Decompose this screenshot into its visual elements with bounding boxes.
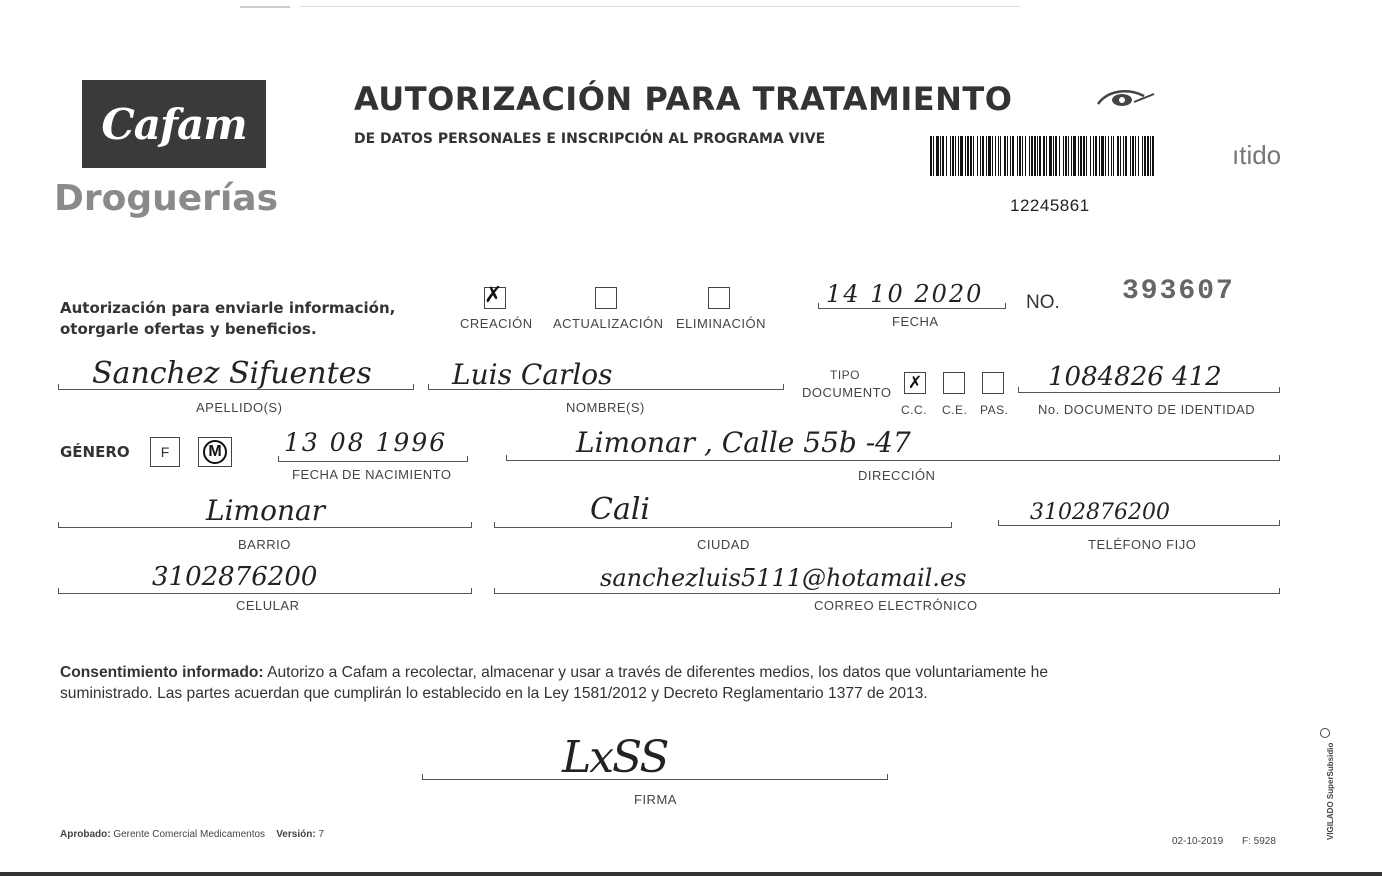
- fecha-label: FECHA: [892, 314, 939, 329]
- nacimiento-value: 13 08 1996: [284, 428, 448, 457]
- barcode-bar: [1147, 136, 1149, 176]
- intro-line-2: otorgarle ofertas y beneficios.: [60, 320, 317, 338]
- correo-label: CORREO ELECTRÓNICO: [814, 598, 978, 613]
- barcode-bar: [1046, 136, 1047, 176]
- barcode-bar: [1090, 136, 1091, 176]
- barcode: [930, 136, 1154, 180]
- barcode-bar: [1037, 136, 1038, 176]
- nombres-line: [428, 389, 784, 390]
- barcode-bar: [1073, 136, 1076, 176]
- barcode-bar: [1055, 136, 1057, 176]
- barcode-bar: [1138, 136, 1139, 176]
- barrio-label: BARRIO: [238, 537, 291, 552]
- barcode-bar: [992, 136, 993, 176]
- cc-label: C.C.: [901, 403, 927, 417]
- fecha-value: 14 10 2020: [826, 280, 984, 308]
- barcode-bar: [1049, 136, 1052, 176]
- barcode-bar: [1000, 136, 1001, 176]
- barcode-bar: [1132, 136, 1134, 176]
- telefono-label: TELÉFONO FIJO: [1088, 537, 1197, 552]
- page-subtitle: DE DATOS PERSONALES E INSCRIPCIÓN AL PROGRAMA VIVE: [354, 131, 826, 147]
- documento-label: No. DOCUMENTO DE IDENTIDAD: [1038, 402, 1256, 417]
- eliminacion-label: ELIMINACIÓN: [676, 316, 767, 331]
- barcode-bar: [977, 136, 978, 176]
- barcode-bar: [1150, 136, 1151, 176]
- barcode-bar: [942, 136, 944, 176]
- barcode-bar: [1108, 136, 1109, 176]
- barcode-bar: [1031, 136, 1033, 176]
- version-label: Versión:: [276, 829, 316, 840]
- genero-m-label: M: [203, 440, 227, 464]
- bottom-scan-line: [0, 872, 1382, 876]
- celular-line: [58, 593, 472, 594]
- barcode-bar: [1004, 136, 1006, 176]
- barcode-bar: [1022, 136, 1023, 176]
- barcode-bar: [952, 136, 954, 176]
- numero-label: NO.: [1026, 292, 1060, 313]
- barcode-bar: [1063, 136, 1064, 176]
- barcode-bar: [1012, 136, 1014, 176]
- barcode-bar: [1019, 136, 1021, 176]
- barcode-bar: [1123, 136, 1124, 176]
- barcode-bar: [1120, 136, 1121, 176]
- creacion-check-mark: ✗: [484, 283, 503, 308]
- aprobado-value: Gerente Comercial Medicamentos: [113, 829, 266, 840]
- barrio-line: [58, 527, 472, 528]
- barcode-bar: [1135, 136, 1136, 176]
- barcode-bar: [1099, 136, 1100, 176]
- apellidos-value: Sanchez Sifuentes: [92, 356, 372, 391]
- eliminacion-checkbox[interactable]: [708, 287, 730, 309]
- barrio-value: Limonar: [206, 494, 326, 527]
- consent-bold: Consentimiento informado:: [60, 664, 264, 681]
- apellidos-label: APELLIDO(S): [196, 400, 283, 415]
- celular-label: CELULAR: [236, 598, 300, 613]
- direccion-label: DIRECCIÓN: [858, 468, 936, 483]
- apellidos-line: [58, 389, 414, 390]
- direccion-value: Limonar , Calle 55b -47: [576, 426, 911, 459]
- barcode-bar: [1152, 136, 1154, 176]
- consent-line-2: suministrado. Las partes acuerdan que cumplirán lo establecido en la Ley 1581/2012 y Decreto Reglamentario 1377 de 2013.: [60, 685, 928, 702]
- tipo-label: TIPO: [830, 368, 861, 382]
- top-scan-mark: [240, 6, 290, 8]
- documento-value: 1084826 412: [1048, 362, 1222, 392]
- ciudad-value: Cali: [590, 492, 651, 527]
- barcode-bar: [995, 136, 996, 176]
- ciudad-line: [494, 527, 952, 528]
- barcode-bar: [950, 136, 951, 176]
- intro-line-1: Autorización para enviarle información,: [60, 299, 396, 317]
- barcode-bar: [1101, 136, 1104, 176]
- correo-value: sanchezluis5111@hotamail.es: [600, 564, 967, 592]
- consent-line-1: [60, 662, 1290, 683]
- barcode-bar: [1078, 136, 1079, 176]
- barcode-bar: [1095, 136, 1097, 176]
- ce-checkbox[interactable]: [943, 372, 965, 394]
- barcode-bar: [1093, 136, 1094, 176]
- actualizacion-checkbox[interactable]: [595, 287, 617, 309]
- pas-checkbox[interactable]: [982, 372, 1004, 394]
- barcode-bar: [1080, 136, 1082, 176]
- barcode-number: 12245861: [1010, 196, 1090, 215]
- vigilado-icon: [1320, 728, 1330, 738]
- firma-label: FIRMA: [634, 792, 677, 807]
- barcode-bar: [1034, 136, 1036, 176]
- barcode-bar: [986, 136, 987, 176]
- documento-type-label: DOCUMENTO: [802, 385, 892, 400]
- documento-line: [1018, 392, 1280, 393]
- footer-date: 02-10-2019: [1172, 836, 1224, 847]
- barcode-bar: [988, 136, 991, 176]
- nacimiento-label: FECHA DE NACIMIENTO: [292, 467, 452, 482]
- barcode-bar: [1017, 136, 1018, 176]
- barcode-bar: [1029, 136, 1030, 176]
- brand-droguerias: Droguerías: [54, 178, 278, 219]
- barcode-bar: [958, 136, 959, 176]
- barcode-bar: [1007, 136, 1008, 176]
- genero-label: GÉNERO: [60, 443, 130, 461]
- footer-aprobado: [60, 829, 324, 840]
- genero-f-label: F: [160, 444, 170, 460]
- barcode-bar: [1071, 136, 1072, 176]
- barcode-bar: [1059, 136, 1060, 176]
- barcode-bar: [1043, 136, 1045, 176]
- barcode-bar: [1086, 136, 1087, 176]
- ciudad-label: CIUDAD: [697, 537, 750, 552]
- consent-paragraph: [60, 662, 1290, 704]
- barcode-bar: [1039, 136, 1041, 176]
- barcode-bar: [930, 136, 932, 176]
- cc-check-mark: ✗: [908, 373, 923, 393]
- celular-value: 3102876200: [152, 562, 318, 592]
- barcode-bar: [936, 136, 939, 176]
- top-scan-line: [300, 6, 1020, 7]
- barcode-bar: [933, 136, 934, 176]
- direccion-line: [506, 460, 1280, 461]
- barcode-bar: [1053, 136, 1054, 176]
- barcode-bar: [980, 136, 981, 176]
- barcode-bar: [982, 136, 984, 176]
- barcode-bar: [998, 136, 999, 176]
- version-value: 7: [318, 829, 324, 840]
- barcode-bar: [1111, 136, 1112, 176]
- page-title: [354, 80, 1016, 120]
- barcode-bar: [960, 136, 963, 176]
- numero-value: 393607: [1122, 276, 1235, 307]
- barcode-bar: [1065, 136, 1067, 176]
- genero-m-box[interactable]: [198, 437, 232, 467]
- consent-text-1: Autorizo a Cafam a recolectar, almacenar y usar a través de diferentes medios, los datos que voluntariamente he: [263, 664, 1049, 681]
- logo-text: Cafam: [101, 99, 247, 149]
- nombres-label: NOMBRE(S): [566, 400, 645, 415]
- barcode-bar: [1068, 136, 1069, 176]
- cafam-logo: [82, 80, 266, 168]
- barcode-bar: [967, 136, 969, 176]
- ce-label: C.E.: [942, 403, 968, 417]
- barcode-bar: [973, 136, 974, 176]
- barcode-bar: [1113, 136, 1114, 176]
- side-cut-text: ıtido: [1232, 140, 1282, 170]
- pas-label: PAS.: [980, 403, 1009, 417]
- barcode-bar: [946, 136, 947, 176]
- vigilado-vertical-text: VIGILADO SuperSubsidio: [1326, 742, 1335, 840]
- creacion-label: CREACIÓN: [460, 316, 533, 331]
- barcode-bar: [970, 136, 972, 176]
- aprobado-label: Aprobado:: [60, 829, 111, 840]
- correo-line: [494, 593, 1280, 594]
- signature: LxSS: [562, 732, 668, 783]
- barcode-bar: [1125, 136, 1127, 176]
- firma-line: [422, 779, 888, 780]
- barcode-bar: [955, 136, 956, 176]
- telefono-value: 3102876200: [1030, 500, 1170, 525]
- eye-logo-icon: [1094, 86, 1158, 116]
- barcode-bar: [1117, 136, 1119, 176]
- page-title-text: AUTORIZACIÓN PARA TRATAMIENTO: [354, 80, 1013, 118]
- nombres-value: Luis Carlos: [452, 358, 613, 391]
- fecha-line: [818, 308, 1006, 309]
- barcode-bar: [1142, 136, 1143, 176]
- barcode-bar: [1083, 136, 1085, 176]
- footer-code: F: 5928: [1242, 836, 1276, 847]
- barcode-bar: [1130, 136, 1131, 176]
- barcode-bar: [1025, 136, 1026, 176]
- telefono-line: [998, 525, 1280, 526]
- barcode-bar: [965, 136, 966, 176]
- genero-f-box[interactable]: [150, 437, 180, 467]
- nacimiento-line: [278, 461, 468, 462]
- barcode-bar: [1105, 136, 1106, 176]
- barcode-bar: [940, 136, 941, 176]
- actualizacion-label: ACTUALIZACIÓN: [553, 316, 664, 331]
- barcode-bar: [1010, 136, 1011, 176]
- barcode-bar: [1144, 136, 1146, 176]
